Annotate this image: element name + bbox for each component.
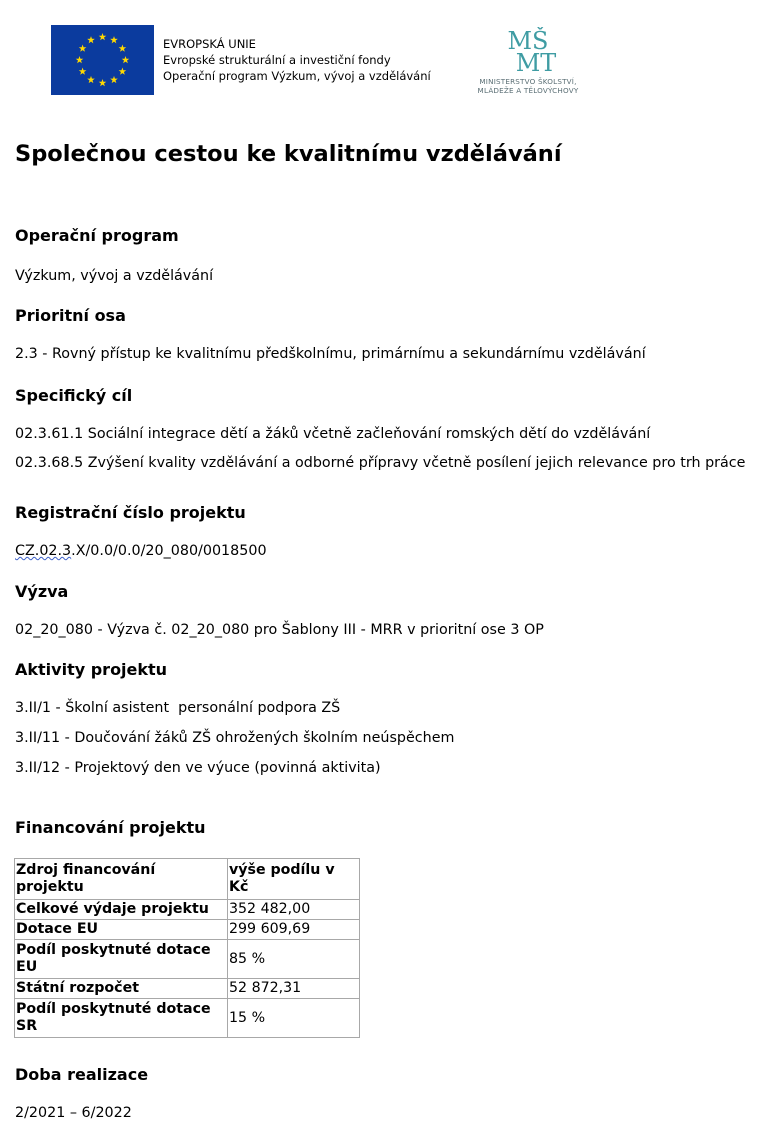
heading-aktivity: Aktivity projektu: [15, 660, 168, 679]
text-aktivita-1: 3.II/1 - Školní asistent personální podpora ZŠ: [15, 700, 341, 716]
table-row: [15, 940, 360, 979]
text-operacni-program: Výzkum, vývoj a vzdělávání: [15, 268, 214, 284]
msmt-logo: [458, 27, 598, 95]
heading-financovani: Financování projektu: [15, 818, 206, 837]
table-cell-label: Státní rozpočet: [15, 979, 228, 999]
text-aktivita-3: 3.II/12 - Projektový den ve výuce (povinná aktivita): [15, 760, 381, 776]
table-row: [15, 999, 360, 1038]
table-row: [15, 979, 360, 999]
table-row: [15, 900, 360, 920]
text-registracni-cislo: [15, 543, 267, 559]
heading-prioritni-osa: Prioritní osa: [15, 306, 126, 325]
text-doba-realizace: 2/2021 – 6/2022: [15, 1105, 132, 1121]
heading-specificky-cil: Specifický cíl: [15, 386, 133, 405]
table-cell-value: 15 %: [228, 999, 360, 1038]
text-specificky-cil-1: 02.3.61.1 Sociální integrace dětí a žáků včetně začleňování romských dětí do vzdělávání: [15, 426, 651, 442]
table-cell-value: 52 872,31: [228, 979, 360, 999]
table-row: [15, 920, 360, 940]
msmt-line-2: MLÁDEŽE A TĚLOVÝCHOVY: [477, 86, 579, 95]
table-cell-value: 299 609,69: [228, 920, 360, 940]
registracni-cislo-rest: .X/0.0/0.0/20_080/0018500: [71, 543, 267, 559]
table-cell-value: 85 %: [228, 940, 360, 979]
msmt-logo-mark-icon: [493, 27, 563, 73]
table-cell-value: 352 482,00: [228, 900, 360, 920]
heading-operacni-program: Operační program: [15, 226, 179, 245]
heading-vyzva: Výzva: [15, 582, 69, 601]
heading-doba-realizace: Doba realizace: [15, 1065, 149, 1084]
table-header-zdroj: Zdroj financování projektu: [15, 859, 228, 900]
table-header-vyse: výše podílu v Kč: [228, 859, 360, 900]
table-header-row: [15, 859, 360, 900]
table-cell-label: Podíl poskytnuté dotace EU: [15, 940, 228, 979]
eu-line-1: EVROPSKÁ UNIE: [163, 37, 256, 51]
eu-line-2: Evropské strukturální a investiční fondy: [163, 53, 391, 67]
eu-line-3: Operační program Výzkum, vývoj a vzdělávání: [163, 69, 431, 83]
text-aktivita-2: 3.II/11 - Doučování žáků ZŠ ohrožených školním neúspěchem: [15, 730, 455, 746]
eu-logo-block: [51, 25, 431, 95]
registracni-cislo-prefix: CZ.02.3: [15, 543, 72, 559]
text-prioritni-osa: 2.3 - Rovný přístup ke kvalitnímu předškolnímu, primárnímu a sekundárnímu vzdělávání: [15, 346, 646, 362]
msmt-mark-bottom: MT: [515, 49, 557, 73]
table-cell-label: Podíl poskytnuté dotace SR: [15, 999, 228, 1038]
msmt-line-1: MINISTERSTVO ŠKOLSTVÍ,: [479, 77, 577, 86]
msmt-mark-top: MŠ: [507, 27, 549, 55]
financovani-table: [14, 858, 360, 1038]
text-vyzva: 02_20_080 - Výzva č. 02_20_080 pro Šablony III - MRR v prioritní ose 3 OP: [15, 622, 544, 638]
eu-text: [163, 36, 431, 84]
table-cell-label: Dotace EU: [15, 920, 228, 940]
page-title: Společnou cestou ke kvalitnímu vzdělávání: [15, 141, 562, 167]
msmt-text: [458, 77, 598, 95]
eu-flag-icon: [51, 25, 154, 95]
table-cell-label: Celkové výdaje projektu: [15, 900, 228, 920]
heading-registracni-cislo: Registrační číslo projektu: [15, 503, 246, 522]
text-specificky-cil-2: 02.3.68.5 Zvýšení kvality vzdělávání a odborné přípravy včetně posílení jejich relevance pro trh práce: [15, 455, 746, 471]
